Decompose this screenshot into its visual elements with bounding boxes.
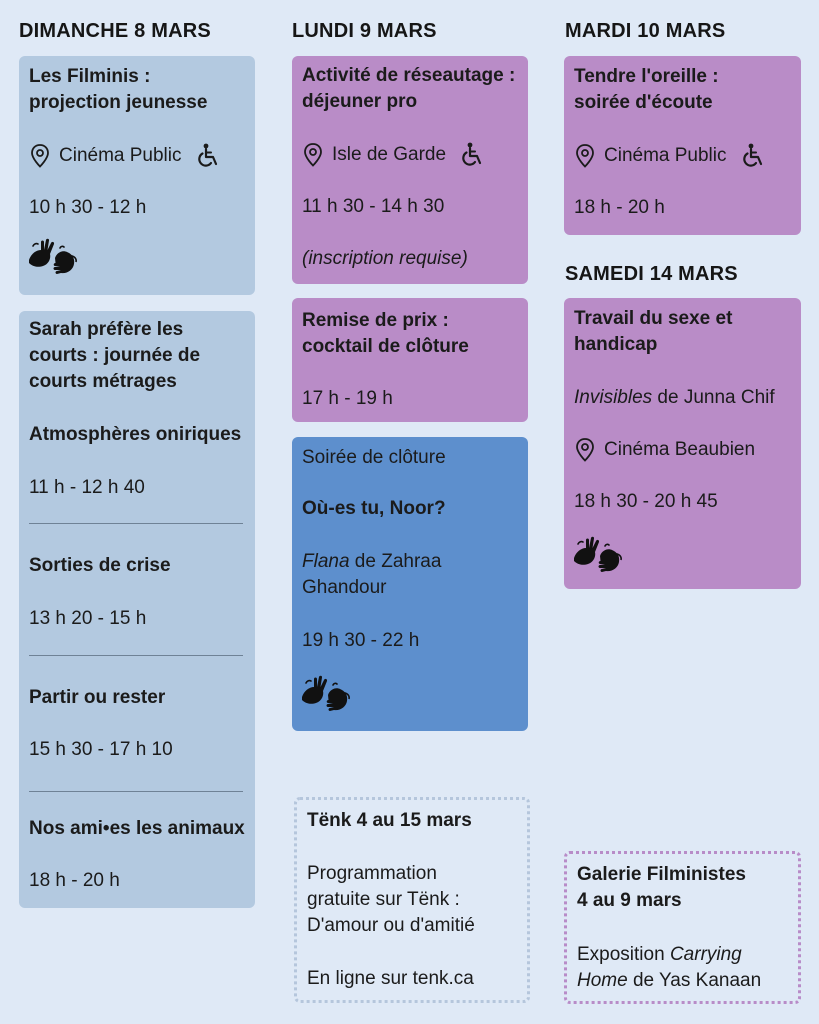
event-card-soiree-de-cloture[interactable]	[292, 437, 528, 731]
event-venue-row	[574, 142, 791, 170]
event-title-line: Remise de prix :	[302, 310, 449, 331]
description-line: Programmation	[307, 863, 437, 884]
event-venue-row	[302, 141, 518, 169]
event-title-line: Galerie Filministes	[577, 864, 746, 885]
event-title-line: Activité de réseautage :	[302, 65, 516, 86]
event-card-reseautage[interactable]	[292, 56, 528, 284]
artwork-title: Carrying	[669, 944, 742, 965]
wheelchair-icon	[458, 141, 484, 169]
event-title-line: courts : journée de	[29, 345, 201, 366]
session-name: Sorties de crise	[29, 555, 171, 576]
event-title	[574, 306, 791, 358]
session-divider	[29, 655, 243, 656]
event-film-credit	[574, 385, 791, 411]
event-title	[574, 64, 791, 116]
event-description	[577, 942, 788, 994]
online-link[interactable]: En ligne sur tenk.ca	[307, 968, 474, 989]
event-title: Tënk 4 au 15 mars	[307, 810, 472, 831]
event-title	[577, 862, 788, 914]
film-director-line-2: Ghandour	[302, 577, 387, 598]
session-time: 15 h 30 - 17 h 10	[29, 739, 173, 760]
event-title-line: projection jeunesse	[29, 92, 208, 113]
day-heading-sunday: DIMANCHE 8 MARS	[19, 20, 211, 42]
event-time: 10 h 30 - 12 h	[29, 197, 147, 218]
event-title	[302, 63, 518, 115]
event-title-line: soirée d'écoute	[574, 92, 713, 113]
event-title-line: handicap	[574, 334, 658, 355]
description-text: Exposition	[577, 944, 670, 965]
session-divider	[29, 791, 243, 792]
session-name: Nos ami•es les animaux	[29, 818, 245, 839]
event-venue-row	[574, 437, 791, 463]
event-venue: Cinéma Public	[604, 145, 727, 166]
wheelchair-icon	[194, 142, 220, 170]
film-director: de Junna Chif	[652, 387, 775, 408]
event-title-line: cocktail de clôture	[302, 336, 469, 357]
sign-language-icon	[572, 534, 624, 574]
event-venue-row	[29, 142, 245, 170]
event-card-travail-du-sexe[interactable]	[564, 298, 801, 589]
event-title-line: Tendre l'oreille :	[574, 66, 719, 87]
event-title-line: Les Filminis :	[29, 66, 151, 87]
day-heading-monday: LUNDI 9 MARS	[292, 20, 437, 42]
event-title-line: Sarah préfère les	[29, 319, 184, 340]
event-card-tenk[interactable]	[294, 797, 530, 1003]
event-card-filminis[interactable]	[19, 56, 255, 295]
event-title-line: Travail du sexe et	[574, 308, 733, 329]
event-description	[307, 861, 517, 939]
event-card-sarah-prefere-les-courts[interactable]	[19, 311, 255, 908]
event-title-line: déjeuner pro	[302, 91, 418, 112]
session-time: 13 h 20 - 15 h	[29, 608, 147, 629]
session-time: 18 h - 20 h	[29, 870, 120, 891]
map-pin-icon	[29, 143, 51, 169]
film-director: de Zahraa	[349, 551, 442, 572]
event-time: 11 h 30 - 14 h 30	[302, 196, 445, 217]
event-venue: Isle de Garde	[332, 144, 447, 165]
event-note-text: (inscription requise)	[302, 248, 468, 269]
event-label: Soirée de clôture	[302, 447, 446, 468]
sign-language-icon	[300, 673, 352, 713]
event-note	[302, 246, 518, 272]
wheelchair-icon	[739, 142, 765, 170]
event-card-tendre-loreille[interactable]	[564, 56, 801, 235]
event-venue: Cinéma Beaubien	[604, 439, 756, 460]
event-venue: Cinéma Public	[59, 145, 182, 166]
event-card-galerie-filministes[interactable]	[564, 851, 801, 1004]
event-title	[302, 308, 518, 360]
event-film-credit	[302, 549, 518, 601]
day-heading-tuesday: MARDI 10 MARS	[565, 20, 726, 42]
description-line: gratuite sur Tënk :	[307, 889, 460, 910]
event-time: 19 h 30 - 22 h	[302, 630, 420, 651]
event-time: 18 h - 20 h	[574, 197, 665, 218]
event-time: 18 h 30 - 20 h 45	[574, 491, 718, 512]
day-heading-saturday: SAMEDI 14 MARS	[565, 263, 738, 285]
map-pin-icon	[574, 143, 596, 169]
session-divider	[29, 523, 243, 524]
event-title-line: courts métrages	[29, 371, 177, 392]
film-title: Invisibles	[574, 387, 653, 408]
event-card-remise-de-prix[interactable]	[292, 298, 528, 422]
map-pin-icon	[574, 437, 596, 463]
event-time: 17 h - 19 h	[302, 388, 393, 409]
session-name: Partir ou rester	[29, 687, 166, 708]
map-pin-icon	[302, 142, 324, 168]
event-title	[29, 64, 245, 116]
artwork-title: Home	[577, 970, 628, 991]
artist-credit: de Yas Kanaan	[627, 970, 762, 991]
film-title: Flana	[302, 551, 350, 572]
session-name: Atmosphères oniriques	[29, 424, 242, 445]
event-title	[29, 317, 245, 395]
sign-language-icon	[27, 236, 79, 276]
description-line: D'amour ou d'amitié	[307, 915, 475, 936]
event-title: Où-es tu, Noor?	[302, 498, 446, 519]
event-title-line: 4 au 9 mars	[577, 890, 682, 911]
session-time: 11 h - 12 h 40	[29, 477, 145, 498]
